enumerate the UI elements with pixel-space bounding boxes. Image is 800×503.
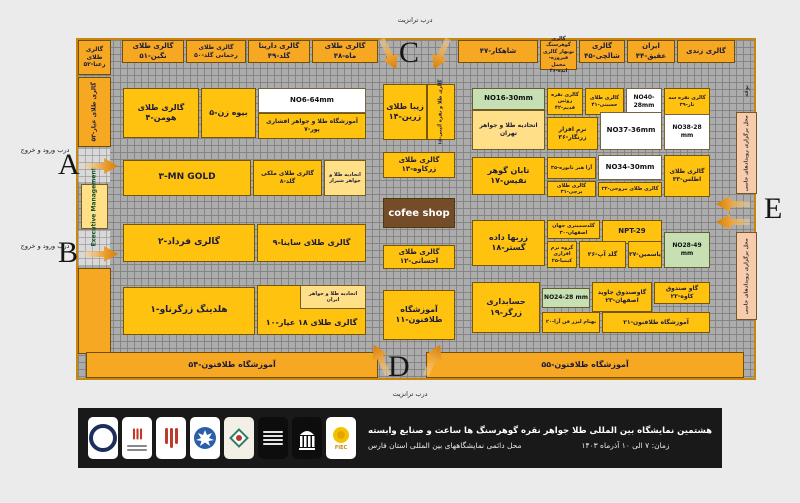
fiec-logo [326,417,356,459]
industry-ministry-logo [190,417,220,459]
booth-18: زربها داده گستر-۱۸ [472,220,545,266]
booth-45: گالری شالچی-۴۵ [579,40,625,63]
booth-3-mn-gold: ۳-MN GOLD [123,160,251,196]
booth-20: بهنام لیزر فن آرا-۲۰ [542,312,600,333]
booth-17: تابان گوهر نفیس-۱۷ [472,157,545,195]
door-e-letter: E [764,192,783,225]
door-c-letter: C [399,36,420,69]
booth-25: گروه نرم افزاری کیمیا-۲۵ [547,241,577,268]
vacant-no16: NO16-30mm [472,88,545,110]
booth-36: نرم افزار زرنگار-۳۶ [547,117,598,150]
booth-15: گالری طلا و نقره آئینی-۱۵ [427,84,455,140]
booth-55: آموزشگاه طلافنون-۵۵ [426,352,744,378]
executive-management-office: Executive Management [81,184,108,229]
fars-governorate-logo [122,417,152,459]
vacant-no28: NO28-49 mm [664,232,710,268]
door-e-arrow-bottom [716,214,750,230]
booth-39: گالری نقره سه تار-۳۹ [664,88,710,115]
booth-7: آموزشگاه طلا و جواهر افشاری پور-۷ [258,113,366,139]
door-b-arrow [84,246,118,262]
iran-emblem-logo [156,417,186,459]
booth-35: آرا هنر تابوره-۳۵ [547,157,596,179]
banner-title: هشتمین نمایشگاه بین المللی طلا جواهر نقره گوهرسنگ ها ساعت و صنایع وابسته [368,426,712,436]
booth-42: گالری نقره روئین قدیم-۴۲ [547,88,583,115]
union-iran: اتحادیه طلا و جواهر ایران [300,285,366,309]
booth-41: گالری طلای حسینی-۴۱ [585,88,624,115]
door-e-arrow-top [716,196,750,212]
booth-npt-29: NPT-29 [602,220,662,244]
booth-8: گالری طلای ملکی گلد-۸ [253,160,322,196]
booth-54: آموزشگاه طلافنون-۵۴ [86,352,378,378]
booth-23: گاوصندوق جاوید اصفهان-۲۳ [592,282,652,312]
buffet-area-label: بوفه [742,85,751,97]
booth-50: گالری طلای رحمانی گلد-۵۰ [186,40,246,63]
booth-5: بیوه زن-۵ [201,88,256,138]
side-events-area-bottom: محل برگزاری رویدادهای جانبی [736,232,757,320]
booth-48: گالری طلای ماه-۴۸ [312,40,378,63]
door-d-letter: D [388,350,410,383]
booth-4: گالری طلای هومن-۴ [123,88,199,138]
coffee-shop: cofee shop [383,198,455,228]
exhibition-banner [78,408,722,468]
banner-date: زمان: ۷ الی ۱۰ آذرماه ۱۴۰۳ [581,441,670,450]
booth-9: گالری طلای ساینا-۹ [257,224,366,262]
vacant-no34: NO34-30mm [598,155,662,180]
booth-22: گاو صندوق کاوه-۲۲ [654,282,710,304]
guild-chamber-logo [224,417,254,459]
booth-11: آموزشگاه طلافنون-۱۱ [383,290,455,340]
gold-union-logo [258,417,288,459]
booth-1: هلدینگ زرگرناو-۱ [123,287,255,335]
fars-exhibition-logo [292,417,322,459]
seygold-logo [88,417,118,459]
booth-10: گالری طلای ۱۸ عیار-۱۰ [257,285,366,335]
fiec-logo-text: FIEC [334,445,348,451]
banner-text [368,426,712,450]
vacant-no6: NO6-64mm [258,88,366,113]
side-events-area-top: محل برگزاری رویدادهای جانبی [736,112,757,194]
sponsor-logos [88,417,356,459]
vacant-no40: NO40-28mm [626,88,662,115]
booth-51: گالری طلای نگین-۵۱ [122,40,184,63]
booth-32: گالری طلای مروجی-۳۲ [598,182,662,197]
transit-door-top-label: درب ترانزیت [397,16,433,24]
booth-52: گالری طلای رعنا-۵۲ [78,40,111,75]
booth-44: ایران عقیق-۴۴ [627,40,675,63]
booth-46: گالری گوهرسنگ نوبهار گالری فیروزه-مخمل ایده-۴۶ [540,40,577,70]
door-b-letter: B [58,236,79,269]
booth-31: گالری طلای پرچی-۳۱ [547,181,596,197]
vacant-no24: NO24-28 mm [542,288,590,308]
transit-door-bottom-label: درب ترانزیت [392,390,428,398]
door-a-letter: A [58,148,80,181]
booth-21: آموزشگاه طلافنون-۲۱ [602,312,710,333]
booth-30: گلدسمیتری جهان اصفهان-۳۰ [547,220,600,239]
booth-2: گالری فرداد-۲ [123,224,255,262]
booth-33: گالری طلای اطلس-۳۳ [664,155,710,197]
booth-47: شاهکار-۴۷ [458,40,538,63]
left-frame-strip [78,268,111,354]
vacant-no37: NO37-36mm [600,112,662,150]
booth-27: یاسمین-۲۷ [628,241,662,268]
booth-zandi: گالری زندی [677,40,735,63]
door-a-label: درب ورود و خروج [20,146,70,154]
union-tehran: اتحادیه طلا و جواهر تهران [472,110,545,150]
door-a-arrow [84,158,118,174]
booth-53: گالری طلای عیار-۵۳ [78,77,111,147]
vacant-no38: NO38-28 mm [664,114,710,150]
booth-14: زیبا طلای زرین-۱۴ [383,84,427,140]
union-shiraz: اتحادیه طلا و جواهر شیراز [324,160,366,196]
booth-19: حسابداری زرگر-۱۹ [472,282,540,333]
door-b-label: درب ورود و خروج [20,242,70,250]
booth-26: گلد آپ-۲۶ [579,241,626,268]
booth-13: گالری طلای زرکاوه-۱۳ [383,152,455,178]
banner-venue: محل دائمی نمایشگاههای بین المللی استان فارس [368,441,522,450]
booth-49: گالری دارینا گلد-۴۹ [248,40,310,63]
booth-12: گالری طلای احسانی-۱۲ [383,245,455,269]
